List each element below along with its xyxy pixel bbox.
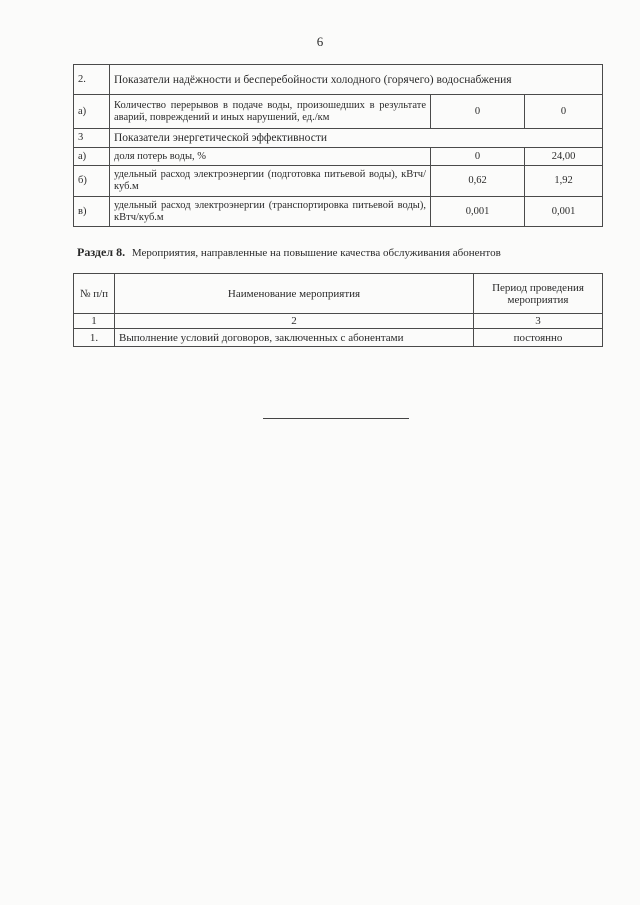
row-text: удельный расход электроэнергии (подготовка питьевой воды), кВтч/куб.м [110,166,431,197]
row-value-2: 0 [525,95,603,129]
row-number: б) [74,166,110,197]
indicators-table [73,64,603,227]
row-value-2: 0,001 [525,197,603,227]
table-row [74,148,603,166]
header-name: Наименование мероприятия [115,274,474,314]
header-period: Период проведения мероприятия [474,274,603,314]
row-text: удельный расход электроэнергии (транспортировка питьевой воды), кВтч/куб.м [110,197,431,227]
table-row [74,329,603,347]
measure-name: Выполнение условий договоров, заключенных с абонентами [115,329,474,347]
section-title: Раздел 8. [77,245,126,259]
row-number: 3 [74,129,110,148]
column-number: 2 [115,314,474,329]
row-text: Количество перерывов в подаче воды, произошедших в результате аварий, повреждений и иных нарушений, ед./км [110,95,431,129]
page-number: 6 [316,34,324,49]
row-number: 1. [74,329,115,347]
table-row [74,197,603,227]
row-number: а) [74,148,110,166]
table-row [74,95,603,129]
column-numbers-row [74,314,603,329]
row-value-1: 0,001 [431,197,525,227]
section-8-heading [77,245,501,260]
row-value-2: 1,92 [525,166,603,197]
row-number: в) [74,197,110,227]
row-value-1: 0 [431,148,525,166]
measures-table [73,273,603,347]
table-header-row [74,274,603,314]
table-row [74,65,603,95]
column-number: 3 [474,314,603,329]
separator-line [263,418,409,419]
row-text: Показатели энергетической эффективности [110,129,603,148]
row-value-1: 0,62 [431,166,525,197]
row-value-2: 24,00 [525,148,603,166]
table-row [74,129,603,148]
row-value-1: 0 [431,95,525,129]
header-number: № п/п [74,274,115,314]
row-number: 2. [74,65,110,95]
measure-period: постоянно [474,329,603,347]
row-text: доля потерь воды, % [110,148,431,166]
row-text: Показатели надёжности и бесперебойности холодного (горячего) водоснабжения [110,65,603,95]
column-number: 1 [74,314,115,329]
row-number: а) [74,95,110,129]
table-row [74,166,603,197]
section-text: Мероприятия, направленные на повышение качества обслуживания абонентов [131,247,501,259]
